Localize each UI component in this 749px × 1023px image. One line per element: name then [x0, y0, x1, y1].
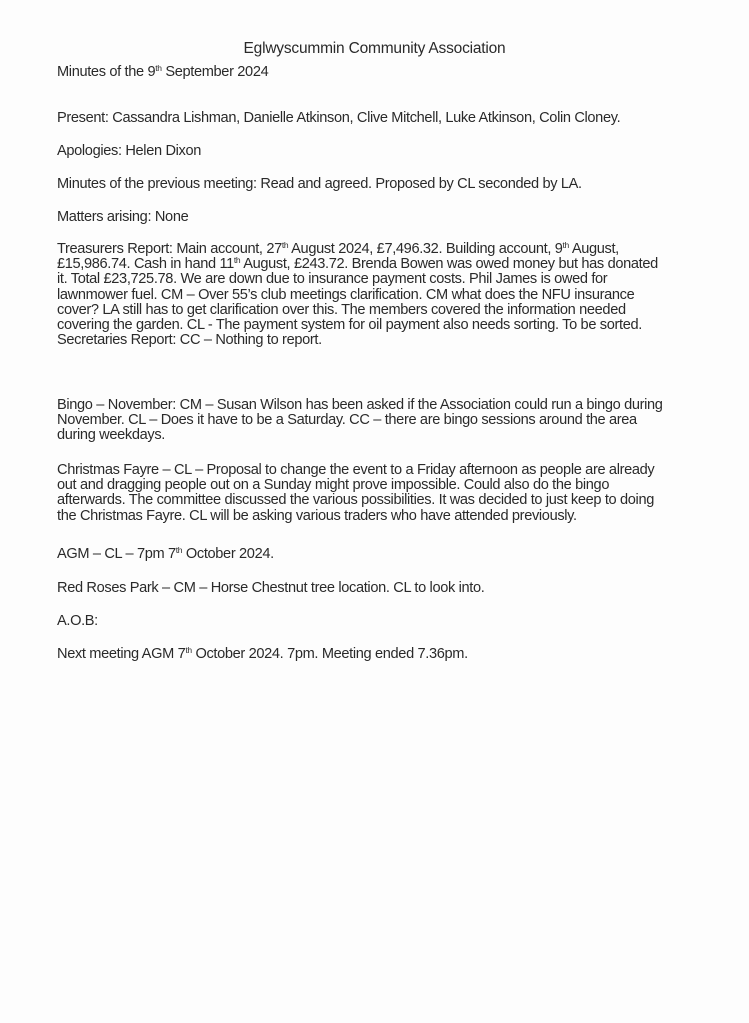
text-segment: Christmas Fayre – CL – Proposal to change the event to a Friday afternoon as people are already [57, 462, 655, 478]
text-segment: Apologies: Helen Dixon [57, 143, 202, 159]
text-segment: AGM – CL – 7pm 7 [57, 546, 176, 562]
ordinal-suffix: th [185, 645, 192, 655]
ordinal-suffix: th [562, 240, 569, 250]
present-list [57, 111, 737, 126]
text-line [57, 493, 737, 508]
secretaries-report [57, 333, 737, 348]
text-line [57, 398, 737, 413]
christmas-fayre-item [57, 463, 737, 524]
text-segment: A.O.B: [57, 613, 98, 629]
text-line [57, 478, 737, 493]
text-segment: Matters arising: None [57, 209, 189, 225]
text-segment: the Christmas Fayre. CL will be asking various traders who have attended previously. [57, 507, 577, 524]
text-segment: during weekdays. [57, 427, 165, 444]
text-line [57, 547, 737, 562]
text-line [57, 111, 737, 126]
text-segment: Minutes of the 9 [57, 64, 156, 80]
text-line [57, 144, 737, 159]
text-line [57, 509, 737, 524]
document-title: Eglwyscummin Community Association [243, 40, 506, 57]
text-segment: £15,986.74. Cash in hand 11 [57, 256, 234, 273]
ordinal-suffix: th [155, 63, 162, 73]
text-segment: covering the garden. CL - The payment system for oil payment also needs sorting. To be sorted. [57, 316, 642, 333]
text-line [57, 257, 737, 272]
text-segment: Minutes of the previous meeting: Read and agreed. Proposed by CL seconded by LA. [57, 176, 582, 192]
text-line [57, 65, 737, 80]
next-meeting [57, 647, 737, 662]
text-segment: August 2024, £7,496.32. Building account, 9 [288, 241, 563, 257]
apologies [57, 144, 737, 159]
text-line [57, 303, 737, 318]
aob-item [57, 614, 737, 629]
ordinal-suffix: th [233, 255, 241, 266]
previous-minutes [57, 177, 737, 192]
red-roses-park-item [57, 581, 737, 596]
text-line [57, 413, 737, 428]
text-line [57, 318, 737, 333]
text-segment: September 2024 [161, 64, 269, 80]
text-segment: Next meeting AGM 7 [57, 646, 186, 662]
bingo-item [57, 398, 737, 444]
text-line [57, 272, 737, 287]
text-line [57, 210, 737, 225]
text-line [57, 242, 737, 257]
ordinal-suffix: th [175, 545, 183, 555]
ordinal-suffix: th [281, 240, 289, 250]
text-line [57, 463, 737, 478]
text-line [57, 288, 737, 303]
text-segment: lawnmower fuel. CM – Over 55’s club meetings clarification. CM what does the NFU insurance [57, 286, 635, 303]
text-segment: August, [568, 241, 619, 257]
text-segment: Bingo – November: CM – Susan Wilson has been asked if the Association could run a bingo during [57, 397, 663, 413]
matters-arising [57, 210, 737, 225]
text-line [57, 581, 737, 596]
text-segment: cover? LA still has to get clarification over this. The members covered the information needed [57, 301, 626, 318]
text-line [57, 428, 737, 443]
text-line [57, 333, 737, 348]
text-line [57, 177, 737, 192]
treasurers-report [57, 242, 737, 333]
text-segment: Present: Cassandra Lishman, Danielle Atkinson, Clive Mitchell, Luke Atkinson, Colin Cloney. [57, 110, 621, 126]
text-segment: October 2024. 7pm. Meeting ended 7.36pm. [191, 646, 468, 662]
text-line [57, 647, 737, 662]
text-segment: October 2024. [182, 546, 274, 562]
minutes-date [57, 65, 737, 80]
text-segment: Treasurers Report: Main account, 27 [57, 241, 282, 257]
text-segment: Secretaries Report: CC – Nothing to report. [57, 332, 322, 348]
text-segment: out and dragging people out on a Sunday might prove impossible. Could also do the bingo [57, 477, 610, 494]
agm-item [57, 547, 737, 562]
text-segment: August, £243.72. Brenda Bowen was owed money but has donated [240, 256, 658, 273]
text-segment: afterwards. The committee discussed the various possibilities. It was decided to just keep to doing [57, 492, 654, 509]
text-segment: Red Roses Park – CM – Horse Chestnut tree location. CL to look into. [57, 580, 485, 596]
text-line [57, 614, 737, 629]
text-segment: it. Total £23,725.78. We are down due to insurance payment costs. Phil James is owed for [57, 271, 608, 288]
text-segment: November. CL – Does it have to be a Saturday. CC – there are bingo sessions around the area [57, 412, 637, 429]
